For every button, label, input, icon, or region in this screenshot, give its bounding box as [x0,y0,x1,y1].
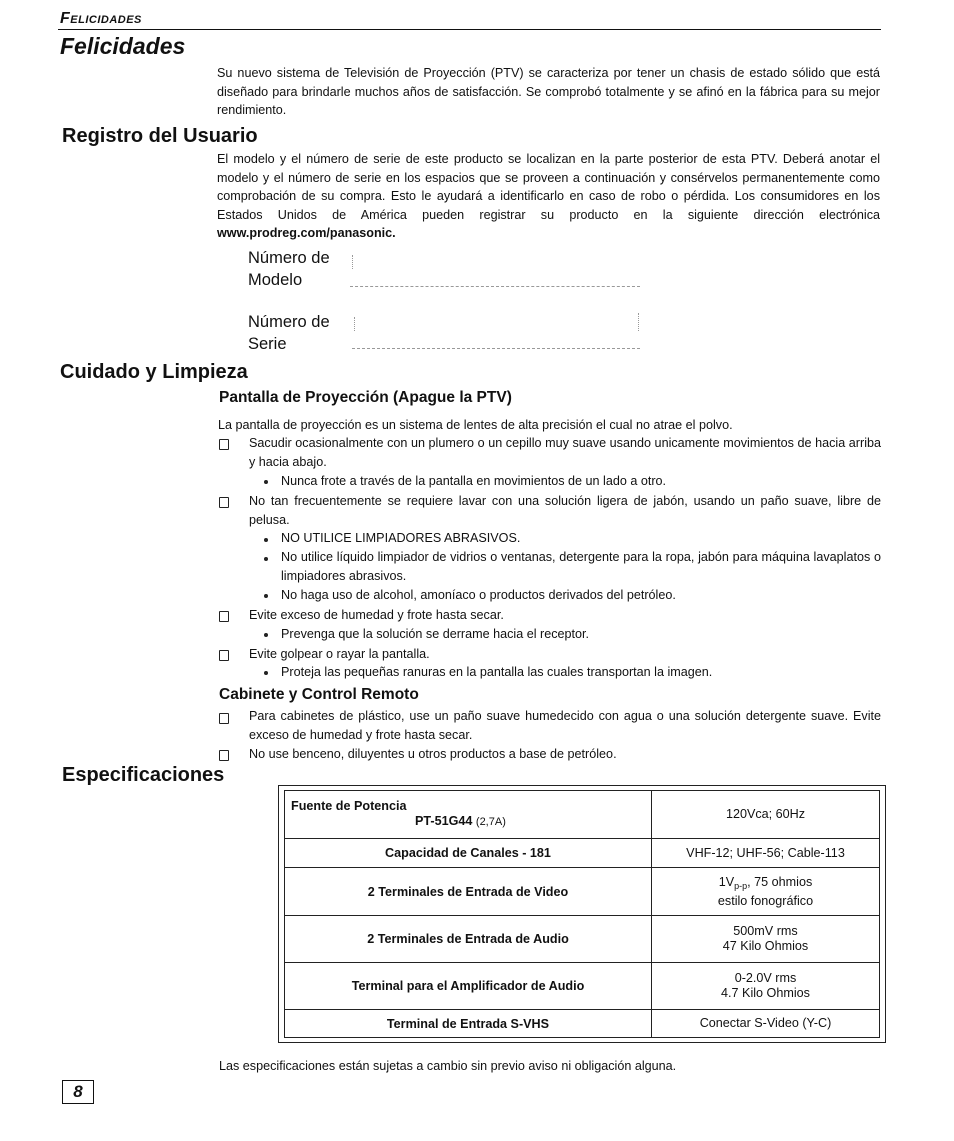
spec-model-number: PT-51G44 [415,814,473,828]
spec-label-power [285,791,652,839]
spec-value-svhs: Conectar S-Video (Y-C) [652,1010,880,1038]
checkbox-icon [219,750,229,761]
pantalla-item-2: No tan frecuentemente se requiere lavar con una solución ligera de jabón, usando un paño suave, libre de pelusa. [249,494,881,527]
spec-value-audio-line2: 47 Kilo Ohmios [722,939,809,953]
pantalla-item-1: Sacudir ocasionalmente con un plumero o un cepillo muy suave usando unicamente movimientos de hacia arriba y hacia abajo. [249,436,881,469]
bullet-icon [264,633,268,637]
spec-value-channels: VHF-12; UHF-56; Cable-113 [652,839,880,868]
spec-value-amplifier-line1: 0-2.0V rms [734,971,797,985]
pantalla-item-3-bullet-1: Prevenga que la solución se derrame hacia el receptor. [281,627,590,641]
spec-label-audio: 2 Terminales de Entrada de Audio [285,916,652,963]
pantalla-item-4-bullet-1: Proteja las pequeñas ranuras en la pantalla las cuales transportan la imagen. [281,665,713,679]
serial-label-line1: Número de [248,313,330,331]
pantalla-heading: Pantalla de Proyección (Apague la PTV) [219,389,512,406]
pantalla-item-2-bullet-2: No utilice líquido limpiador de vidrios o ventanas, detergente para la ropa, jabón para máquina lavaplatos o limpiadores abrasivos. [281,550,881,583]
spec-row-svhs [285,1010,880,1038]
cabinete-item-1: Para cabinetes de plástico, use un paño suave humedecido con agua o una solución detergente suave. Evite exceso de humedad y frote hasta secar. [249,709,881,742]
registro-paragraph [217,150,880,243]
bullet-icon [264,480,268,484]
pantalla-item-2-bullet-3: No haga uso de alcohol, amoníaco o productos derivados del petróleo. [281,588,676,602]
spec-value-video-line1 [658,875,873,894]
intro-paragraph: Su nuevo sistema de Televisión de Proyección (PTV) se caracteriza por tener un chasis de estado sólido que está diseñado para brindarle muchos años de satisfacción. Se comprobó totalmente y se afinó en la fábrica para su mejor rendimiento. [217,66,880,117]
pantalla-item-3: Evite exceso de humedad y frote hasta secar. [249,608,504,622]
checkbox-icon [219,650,229,661]
spec-row-power [285,791,880,839]
spec-row-video [285,868,880,916]
spec-table [284,790,880,1038]
cabinete-heading: Cabinete y Control Remoto [219,686,419,703]
serial-number-label [248,311,330,355]
bullet-icon [264,538,268,542]
running-header: Felicidades [60,10,142,27]
spec-video-subscript: p-p [734,880,748,891]
spec-row-channels [285,839,880,868]
checkbox-icon [219,497,229,508]
pantalla-item-4: Evite golpear o rayar la pantalla. [249,647,430,661]
spec-value-audio-line1: 500mV rms [733,924,798,938]
cabinete-item-2: No use benceno, diluyentes u otros productos a base de petróleo. [249,747,617,761]
spec-value-amplifier-line2: 4.7 Kilo Ohmios [721,986,810,1000]
spec-label-svhs: Terminal de Entrada S-VHS [285,1010,652,1038]
checkbox-icon [219,713,229,724]
bullet-icon [264,557,268,561]
cuidado-heading: Cuidado y Limpieza [60,361,248,383]
page-title: Felicidades [60,33,186,59]
registro-text: El modelo y el número de serie de este producto se localizan en la parte posterior de esta PTV. Deberá anotar el modelo y el número de serie en los espacios que se proveen a continuación y consérvelos permanentemente como comprobación de su compra. Esto le ayudará a identificarlo en caso de robo o pérdida. Los consumidores en los Estados Unidos de América pueden registrar su producto en la siguiente dirección electrónica [217,152,880,222]
model-label-line1: Número de [248,249,330,267]
checkbox-icon [219,611,229,622]
pantalla-item-1-bullet-1: Nunca frote a través de la pantalla en movimientos de un lado a otro. [281,474,667,488]
spec-video-impedance: , 75 ohmios [747,874,813,889]
spec-label-amplifier: Terminal para el Amplificador de Audio [285,963,652,1010]
spec-label-power-model [291,814,645,830]
spec-label-power-title: Fuente de Potencia [291,799,407,813]
specs-heading: Especificaciones [62,764,225,786]
model-label-line2: Modelo [248,271,303,289]
spec-label-video: 2 Terminales de Entrada de Video [285,868,652,916]
spec-value-audio [652,916,880,963]
specs-note: Las especificaciones están sujetas a cambio sin previo aviso ni obligación alguna. [219,1059,677,1073]
header-rule [58,29,881,30]
spec-row-audio [285,916,880,963]
bullet-icon [264,671,268,675]
model-number-label [248,247,330,291]
spec-current: (2,7A) [475,816,506,828]
spec-value-video-line2: estilo fonográfico [717,893,814,908]
spec-value-video [652,868,880,916]
registro-url: www.prodreg.com/panasonic. [217,226,396,240]
pantalla-intro: La pantalla de proyección es un sistema de lentes de alta precisión el cual no atrae el polvo. [218,418,733,432]
serial-label-line2: Serie [248,335,287,353]
spec-value-power: 120Vca; 60Hz [652,791,880,839]
spec-video-voltage: 1V [718,874,735,889]
checkbox-icon [219,439,229,450]
spec-label-channels: Capacidad de Canales - 181 [285,839,652,868]
registro-heading: Registro del Usuario [62,125,258,147]
spec-value-amplifier [652,963,880,1010]
page-number: 8 [62,1080,94,1104]
bullet-icon [264,594,268,598]
spec-row-amplifier [285,963,880,1010]
pantalla-item-2-bullet-1: NO UTILICE LIMPIADORES ABRASIVOS. [281,531,521,545]
